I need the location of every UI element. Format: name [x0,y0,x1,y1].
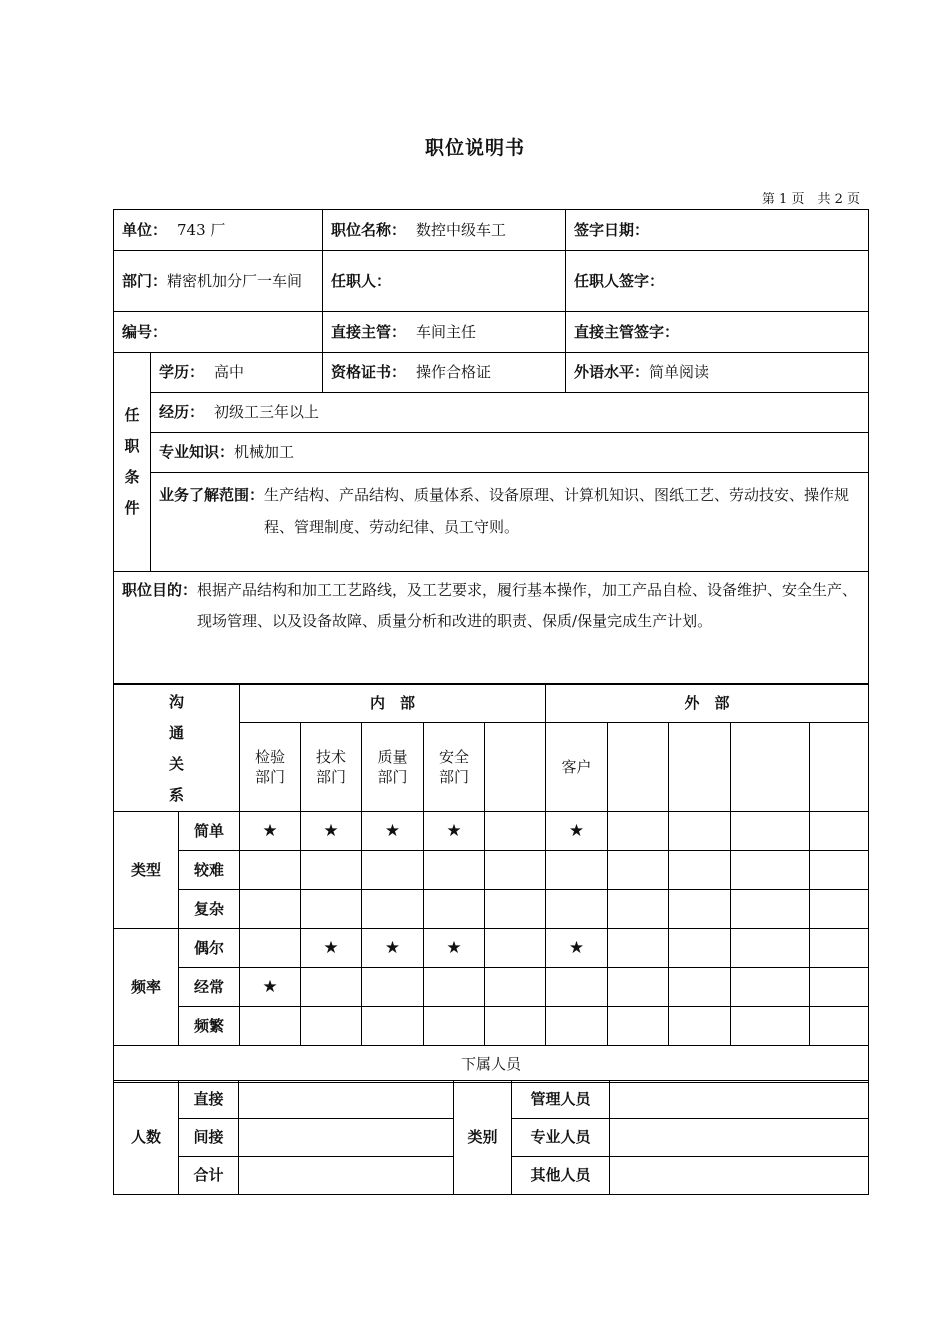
category-value [610,1119,869,1157]
holder-cell [323,251,566,312]
frequency-row-label: 频繁 [179,1007,240,1046]
star-mark [731,968,810,1007]
star-mark [669,812,731,851]
star-mark [669,1007,731,1046]
category-value [610,1157,869,1195]
star-mark [362,1007,424,1046]
star-mark [424,1007,485,1046]
dept-cell [114,251,323,312]
star-mark [485,968,546,1007]
purpose-cell [114,572,869,684]
type-row [114,812,869,851]
holder-label: 任职人： [331,271,392,290]
code-cell [114,312,323,353]
star-mark: ★ [240,968,301,1007]
internal-column-header: 检验 部门 [240,723,301,812]
star-mark [362,851,424,890]
star-mark [608,812,669,851]
internal-header: 内 部 [240,685,546,723]
star-mark [546,968,608,1007]
supervisor-value: 车间主任 [416,322,477,341]
experience-label: 经历： [159,403,205,422]
dept-value: 精密机加分厂一车间 [167,271,303,290]
star-mark [485,851,546,890]
experience-value: 初级工三年以上 [214,403,320,422]
star-mark [669,968,731,1007]
language-label: 外语水平： [574,363,650,382]
qualifications-section-label: 任 职 条 件 [114,353,151,572]
star-mark [731,1007,810,1046]
supervisor-label: 直接主管： [331,322,407,341]
supervisor-sign-cell [566,312,869,353]
internal-column-header: 质量 部门 [362,723,424,812]
scope-label: 业务了解范围： [159,486,265,504]
star-mark [669,890,731,929]
communication-table [113,684,869,1083]
frequency-row [114,1007,869,1046]
star-mark [810,890,869,929]
star-mark [240,1007,301,1046]
position-cell [323,210,566,251]
star-mark [608,851,669,890]
communication-section-label: 沟 通 关 系 [114,685,240,812]
page-title: 职位说明书 [424,137,525,159]
supervisor-sign-label: 直接主管签字： [574,322,680,341]
star-mark [240,890,301,929]
page-number: 第 1 页 共 2 页 [761,192,860,207]
star-mark [546,851,608,890]
star-mark: ★ [546,929,608,968]
star-mark [810,812,869,851]
star-mark [810,851,869,890]
type-row-label: 较难 [179,851,240,890]
star-mark [301,890,362,929]
star-mark [485,1007,546,1046]
star-mark [362,968,424,1007]
star-mark [608,929,669,968]
star-mark: ★ [240,812,301,851]
scope-value: 生产结构、产品结构、质量体系、设备原理、计算机知识、图纸工艺、劳动技安、操作规程、管理制度、劳动纪律、员工守则。 [264,486,850,536]
external-header: 外 部 [546,685,869,723]
headcount-row-label: 合计 [179,1157,239,1195]
external-column-header [669,723,731,812]
star-mark [810,968,869,1007]
star-mark [301,1007,362,1046]
scope-cell [151,473,869,572]
star-mark [669,929,731,968]
star-mark [485,812,546,851]
subordinate-row [114,1081,869,1119]
star-mark [485,929,546,968]
star-mark [731,890,810,929]
education-value: 高中 [214,363,245,382]
education-cell [151,353,323,393]
frequency-row-label: 经常 [179,968,240,1007]
position-value: 数控中级车工 [416,220,507,239]
external-column-header: 客户 [546,723,608,812]
star-mark [485,890,546,929]
supervisor-cell [323,312,566,353]
headcount-row-label: 间接 [179,1119,239,1157]
holder-sign-cell [566,251,869,312]
star-mark: ★ [301,812,362,851]
language-cell [566,353,869,393]
star-mark: ★ [546,812,608,851]
type-row [114,851,869,890]
position-label: 职位名称： [331,220,407,239]
star-mark: ★ [362,812,424,851]
subordinates-table [113,1080,869,1195]
headcount-row-label: 直接 [179,1081,239,1119]
star-mark [424,851,485,890]
category-row-label: 管理人员 [512,1081,610,1119]
sign-date-cell [566,210,869,251]
star-mark: ★ [424,929,485,968]
headcount-label: 人数 [114,1081,179,1195]
frequency-row [114,968,869,1007]
knowledge-label: 专业知识： [159,443,235,462]
headcount-value [239,1157,454,1195]
unit-cell [114,210,323,251]
star-mark: ★ [362,929,424,968]
dept-label: 部门： [122,271,168,290]
education-label: 学历： [159,363,205,382]
external-column-header [810,723,869,812]
star-mark [731,929,810,968]
purpose-label: 职位目的： [122,581,198,599]
star-mark [731,851,810,890]
star-mark [810,929,869,968]
star-mark [301,968,362,1007]
star-mark [546,1007,608,1046]
headcount-value [239,1119,454,1157]
star-mark [362,890,424,929]
internal-column-header [485,723,546,812]
internal-column-header: 技术 部门 [301,723,362,812]
certificate-cell [323,353,566,393]
purpose-text: 根据产品结构和加工工艺路线，及工艺要求，履行基本操作，加工产品自检、设备维护、安全生产、现场管理、以及设备故障、质量分析和改进的职责、保质/保量完成生产计划。 [197,581,858,630]
frequency-row-label: 偶尔 [179,929,240,968]
star-mark [240,851,301,890]
star-mark [608,1007,669,1046]
unit-value: 743 厂 [177,220,226,239]
star-mark [810,1007,869,1046]
type-row [114,890,869,929]
category-label: 类别 [454,1081,512,1195]
type-label: 类型 [114,812,179,929]
star-mark [424,890,485,929]
star-mark: ★ [301,929,362,968]
subordinates-title: 下属人员 [114,1046,869,1083]
star-mark [240,929,301,968]
type-row-label: 复杂 [179,890,240,929]
holder-sign-label: 任职人签字： [574,271,665,290]
internal-column-header: 安全 部门 [424,723,485,812]
frequency-label: 频率 [114,929,179,1046]
star-mark [731,812,810,851]
star-mark [669,851,731,890]
star-mark [608,890,669,929]
category-row-label: 其他人员 [512,1157,610,1195]
job-info-table [113,209,869,684]
star-mark [301,851,362,890]
headcount-value [239,1081,454,1119]
unit-label: 单位： [122,220,168,239]
external-column-header [608,723,669,812]
knowledge-value: 机械加工 [234,443,295,462]
code-label: 编号： [122,322,168,341]
certificate-label: 资格证书： [331,363,407,382]
external-column-header [731,723,810,812]
star-mark [424,968,485,1007]
star-mark [608,968,669,1007]
frequency-row [114,929,869,968]
type-row-label: 简单 [179,812,240,851]
experience-cell [151,393,869,433]
knowledge-cell [151,433,869,473]
certificate-value: 操作合格证 [416,363,492,382]
category-value [610,1081,869,1119]
sign-date-label: 签字日期： [574,220,650,239]
category-row-label: 专业人员 [512,1119,610,1157]
star-mark: ★ [424,812,485,851]
star-mark [546,890,608,929]
language-value: 简单阅读 [649,363,710,382]
